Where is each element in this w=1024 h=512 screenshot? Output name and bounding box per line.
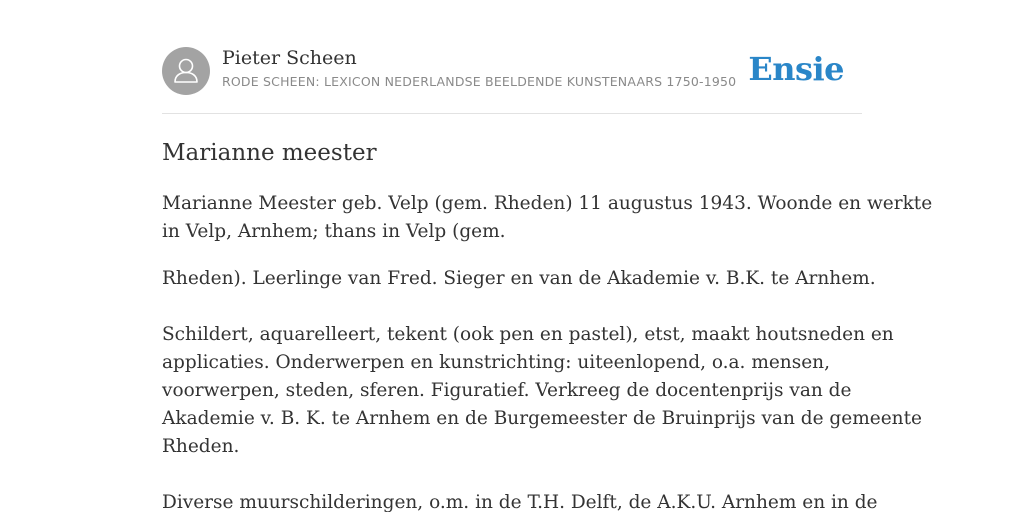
paragraph-line: voorwerpen, steden, sferen. Figuratief. Verkreeg de docentenprijs van de <box>162 380 852 401</box>
author-name[interactable]: Pieter Scheen <box>222 47 357 69</box>
article-paragraph <box>162 190 933 246</box>
paragraph-line: Rheden). Leerlinge van Fred. Sieger en van de Akademie v. B.K. te Arnhem. <box>162 268 876 289</box>
paragraph-line: Akademie v. B. K. te Arnhem en de Burgemeester de Bruinprijs van de gemeente <box>162 408 922 429</box>
paragraph-line: Schildert, aquarelleert, tekent (ook pen en pastel), etst, maakt houtsneden en <box>162 324 894 345</box>
author-avatar[interactable] <box>162 47 210 95</box>
paragraph-line: in Velp, Arnhem; thans in Velp (gem. <box>162 221 506 242</box>
article-paragraph <box>162 489 878 512</box>
ensie-logo[interactable]: Ensie <box>748 50 844 88</box>
paragraph-line: Marianne Meester geb. Velp (gem. Rheden) 11 augustus 1943. Woonde en werkte <box>162 193 933 214</box>
source-title[interactable]: RODE SCHEEN: LEXICON NEDERLANDSE BEELDENDE KUNSTENAARS 1750-1950 <box>222 74 737 89</box>
header-divider <box>162 113 862 114</box>
paragraph-line: applicaties. Onderwerpen en kunstrichting: uiteenlopend, o.a. mensen, <box>162 352 830 373</box>
article-paragraph <box>162 321 922 461</box>
article-title: Marianne meester <box>162 140 377 166</box>
article-header <box>162 45 862 97</box>
user-icon <box>162 47 210 95</box>
paragraph-line: Rheden. <box>162 436 240 457</box>
paragraph-line: Diverse muurschilderingen, o.m. in de T.H. Delft, de A.K.U. Arnhem en in de <box>162 492 878 512</box>
article-paragraph <box>162 265 876 293</box>
